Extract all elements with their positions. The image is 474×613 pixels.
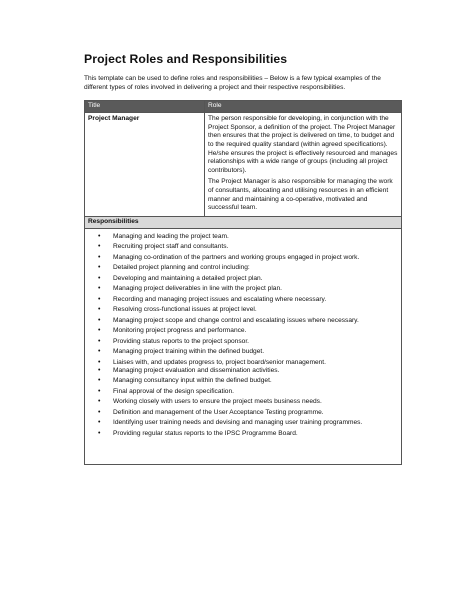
list-item bbox=[98, 317, 398, 325]
list-item bbox=[98, 233, 398, 241]
list-item-text: Managing project evaluation and dissemination activities. bbox=[113, 366, 280, 374]
list-item-text: Providing status reports to the project sponsor. bbox=[113, 337, 249, 345]
list-item-text: Detailed project planning and control including: bbox=[113, 264, 250, 272]
list-item-text: Providing regular status reports to the IPSC Programme Board. bbox=[113, 429, 298, 437]
list-item bbox=[98, 367, 398, 375]
role-paragraph: The person responsible for developing, in conjunction with the Project Sponsor, a definition of the project. The Project Manager then ensures that the project is delivered on time, to budget and to the required quality standard (within agreed specifications). He/she ensures the project is effectively resourced and manages relationships with a wide range of groups (including all project contributors). bbox=[208, 115, 398, 174]
list-item-text: Recruiting project staff and consultants. bbox=[113, 243, 229, 251]
list-item-text: Identifying user training needs and devising and managing user training programmes. bbox=[113, 419, 363, 427]
list-item-text: Managing co-ordination of the partners and working groups engaged in project work. bbox=[113, 253, 360, 261]
list-item-text: Managing project training within the defined budget. bbox=[113, 348, 265, 356]
list-item-text: Final approval of the design specification. bbox=[113, 387, 234, 395]
bullet-icon: • bbox=[98, 387, 101, 395]
bullet-icon: • bbox=[98, 377, 101, 385]
list-item-text: Recording and managing project issues and escalating where necessary. bbox=[113, 295, 327, 303]
list-item bbox=[98, 430, 398, 438]
list-item bbox=[98, 327, 398, 335]
list-item bbox=[98, 388, 398, 396]
bullet-icon: • bbox=[98, 306, 101, 314]
bullet-icon: • bbox=[98, 295, 101, 303]
bullet-icon: • bbox=[98, 327, 101, 335]
bullet-icon: • bbox=[98, 358, 101, 366]
list-item bbox=[98, 275, 398, 283]
bullet-icon: • bbox=[98, 337, 101, 345]
intro-paragraph: This template can be used to define roles and responsibilities – Below is a few typical examples of the different types of roles involved in delivering a project and their respective responsibilities. bbox=[84, 75, 381, 91]
responsibilities-header-row bbox=[85, 216, 402, 228]
bullet-icon: • bbox=[98, 264, 101, 272]
bullet-icon: • bbox=[98, 398, 101, 406]
bullet-icon: • bbox=[98, 253, 101, 261]
bullet-icon: • bbox=[98, 316, 101, 324]
list-item-text: Resolving cross-functional issues at project level. bbox=[113, 306, 257, 314]
list-item bbox=[98, 254, 398, 262]
header-title: Title bbox=[85, 101, 205, 113]
list-item bbox=[98, 348, 398, 356]
header-role: Role bbox=[205, 101, 402, 113]
list-item-text: Managing project deliverables in line with the project plan. bbox=[113, 285, 282, 293]
table-header-row bbox=[85, 101, 402, 113]
list-item bbox=[98, 398, 398, 406]
bullet-icon: • bbox=[98, 429, 101, 437]
role-description-cell bbox=[205, 113, 402, 217]
list-item bbox=[98, 264, 398, 272]
table-row bbox=[85, 113, 402, 217]
list-item bbox=[98, 359, 398, 367]
responsibilities-list bbox=[88, 233, 398, 438]
bullet-icon: • bbox=[98, 285, 101, 293]
list-item-text: Monitoring project progress and performance. bbox=[113, 327, 247, 335]
role-title-cell: Project Manager bbox=[85, 113, 205, 217]
responsibilities-row bbox=[85, 228, 402, 465]
list-item-text: Liaises with, and updates progress to, project board/senior management. bbox=[113, 358, 326, 366]
document-page bbox=[84, 52, 402, 465]
bullet-icon: • bbox=[98, 348, 101, 356]
list-item-text: Developing and maintaining a detailed project plan. bbox=[113, 274, 263, 282]
list-item bbox=[98, 409, 398, 417]
list-item bbox=[98, 306, 398, 314]
list-item bbox=[98, 285, 398, 293]
bullet-icon: • bbox=[98, 274, 101, 282]
role-paragraph: The Project Manager is also responsible for managing the work of consultants, allocating and utilising resources in an efficient manner and maintaining a co-operative, motivated and successful team. bbox=[208, 178, 393, 212]
roles-table bbox=[84, 100, 402, 465]
bullet-icon: • bbox=[98, 366, 101, 374]
bullet-icon: • bbox=[98, 243, 101, 251]
responsibilities-cell bbox=[85, 228, 402, 465]
list-item-text: Managing and leading the project team. bbox=[113, 232, 229, 240]
list-item-text: Managing project scope and change control and escalating issues where necessary. bbox=[113, 316, 359, 324]
list-item-text: Managing consultancy input within the defined budget. bbox=[113, 377, 272, 385]
list-item bbox=[98, 296, 398, 304]
bullet-icon: • bbox=[98, 419, 101, 427]
list-item bbox=[98, 419, 398, 427]
list-item-text: Working closely with users to ensure the project meets business needs. bbox=[113, 398, 322, 406]
list-item bbox=[98, 338, 398, 346]
document-title: Project Roles and Responsibilities bbox=[84, 52, 288, 66]
bullet-icon: • bbox=[98, 408, 101, 416]
list-item bbox=[98, 243, 398, 251]
responsibilities-header: Responsibilities bbox=[85, 216, 402, 228]
list-item bbox=[98, 377, 398, 385]
bullet-icon: • bbox=[98, 232, 101, 240]
list-item-text: Definition and management of the User Acceptance Testing programme. bbox=[113, 408, 324, 416]
